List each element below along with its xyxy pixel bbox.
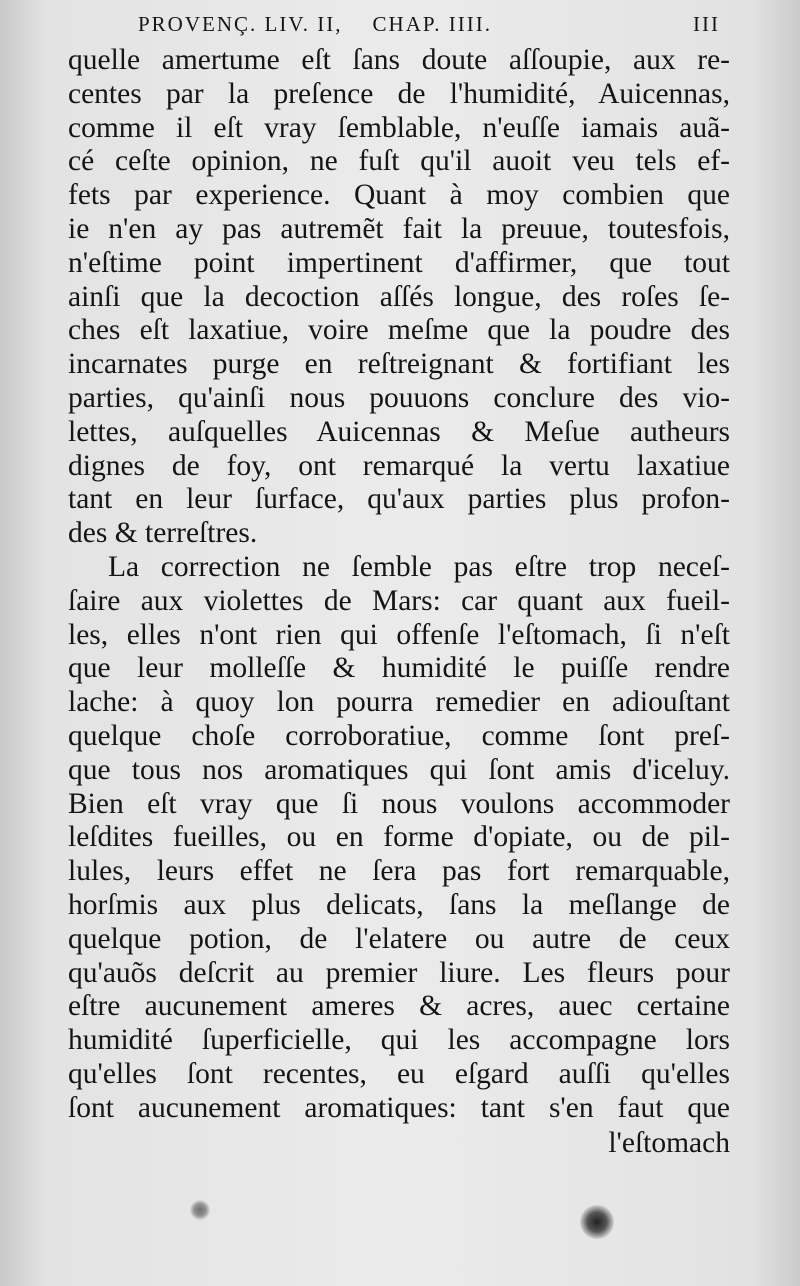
text-line: humidité ſuperficielle, qui les accompagne lors — [68, 1024, 730, 1057]
body-text — [68, 44, 730, 1126]
text-line: qu'auõs deſcrit au premier liure. Les fleurs pour — [68, 956, 730, 989]
text-line: quelque potion, de l'elatere ou autre de ceux — [68, 922, 730, 955]
text-line: horſmis aux plus delicats, ſans la meſlange de — [68, 888, 730, 921]
text-line: lules, leurs effet ne ſera pas fort remarquable, — [68, 855, 730, 888]
catchword: l'eſtomach — [608, 1126, 730, 1159]
text-line: tant en leur ſurface, qu'aux parties plus profon- — [68, 483, 730, 516]
text-line: lettes, auſquelles Auicennas & Meſue autheurs — [68, 415, 730, 448]
text-line: quelle amertume eſt ſans doute aſſoupie, aux re- — [68, 44, 730, 76]
paragraph — [68, 551, 730, 1126]
text-line: parties, qu'ainſi nous pouuons conclure des vio- — [68, 381, 730, 414]
text-line: lache: à quoy lon pourra remedier en adiouſtant — [68, 686, 730, 719]
text-line: ches eſt laxatiue, voire meſme que la poudre des — [68, 314, 730, 347]
text-line: ainſi que la decoction aſſés longue, des roſes ſe- — [68, 280, 730, 313]
running-header-title — [138, 4, 492, 44]
page-number: III — [693, 12, 720, 36]
text-line: que leur molleſſe & humidité le puiſſe rendre — [68, 652, 730, 685]
text-line: Bien eſt vray que ſi nous voulons accommoder — [68, 787, 730, 820]
text-line: eſtre aucunement ameres & acres, auec certaine — [68, 990, 730, 1023]
text-line: centes par la preſence de l'humidité, Auicennas, — [68, 77, 730, 110]
text-line: comme il eſt vray ſemblable, n'euſſe iamais auã- — [68, 111, 730, 144]
ink-spot-small — [190, 1200, 210, 1220]
text-line: ie n'en ay pas autremẽt fait la preuue, toutesfois, — [68, 212, 730, 245]
text-line: ſont aucunement aromatiques: tant s'en faut que — [68, 1091, 730, 1124]
text-line: quelque choſe corroboratiue, comme ſont preſ- — [68, 719, 730, 752]
text-line: que tous nos aromatiques qui ſont amis d'iceluy. — [68, 753, 730, 786]
text-line: n'eſtime point impertinent d'affirmer, que tout — [68, 246, 730, 279]
text-line: leſdites fueilles, ou en forme d'opiate, ou de pil- — [68, 821, 730, 854]
text-line: fets par experience. Quant à moy combien que — [68, 179, 730, 212]
text-line: cé ceſte opinion, ne fuſt qu'il auoit veu tels ef- — [68, 145, 730, 178]
ink-spot — [580, 1205, 614, 1239]
text-line: incarnates purge en reſtreignant & fortifiant les — [68, 348, 730, 381]
text-line: les, elles n'ont rien qui offenſe l'eſtomach, ſi n'eſt — [68, 618, 730, 651]
text-line: La correction ne ſemble pas eſtre trop neceſ- — [108, 550, 730, 583]
header-chapter: CHAP. IIII. — [372, 12, 492, 36]
paragraph — [68, 44, 730, 551]
text-line: des & terreſtres. — [68, 517, 258, 550]
header-left-text: PROVENÇ. LIV. II, — [138, 12, 343, 36]
text-line: dignes de foy, ont remarqué la vertu laxatiue — [68, 449, 730, 482]
text-line: ſaire aux violettes de Mars: car quant aux fueil- — [68, 584, 730, 617]
text-line: qu'elles ſont recentes, eu eſgard auſſi qu'elles — [68, 1057, 730, 1090]
running-header — [68, 4, 730, 44]
